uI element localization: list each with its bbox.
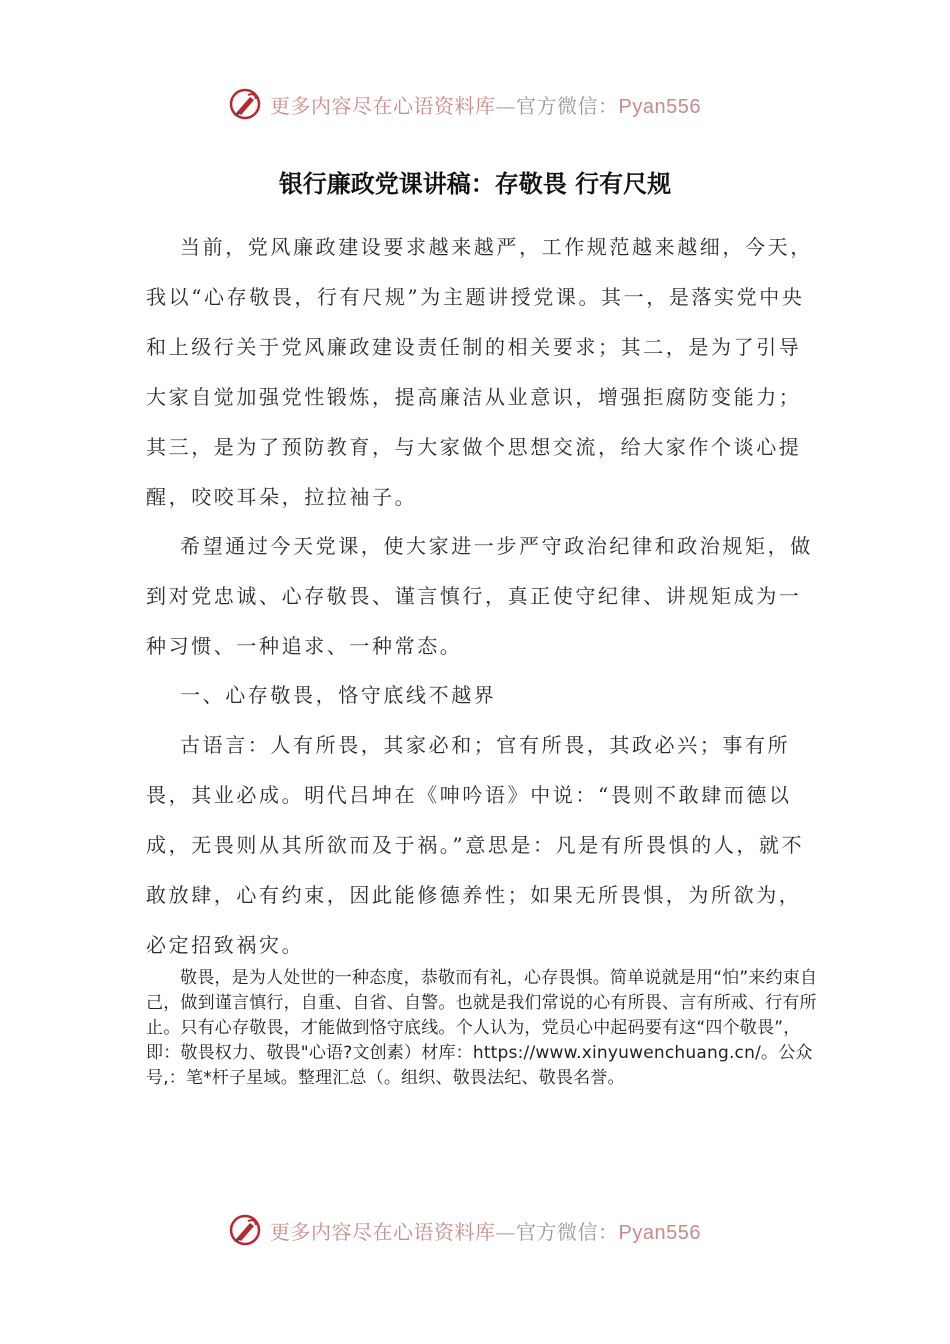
footer-banner-separator: — (495, 1219, 516, 1244)
paragraph-ancient-saying: 古语言：人有所畏，其家必和；官有所畏，其政必兴；事有所畏，其业必成。明代吕坤在《呻吟语》中说：“畏则不敢肆而德以成，无畏则从其所欲而及于祸。”意思是：凡是有所畏惧的人，就不敢放肆，心有约束，因此能修德养性；如果无所畏惧，为所欲为，必定招致祸灾。 (146, 733, 805, 957)
document-title: 银行廉政党课讲稿：存敬畏 行有尺规 (278, 170, 672, 198)
header-banner (228, 84, 701, 124)
section-heading-1: 一、心存敬畏，恪守底线不越界 (180, 683, 497, 707)
footer-banner-main: 更多内容尽在心语资料库 (270, 1219, 496, 1244)
footer-banner-wechat: Pyan556 (618, 1221, 701, 1244)
paragraph-awe-definition: 敬畏，是为人处世的一种态度，恭敬而有礼，心存畏惧。简单说就是用“怕”来约束自己，做到谨言慎行，自重、自省、自警。也就是我们常说的心有所畏、言有所戒、行有所止。只有心存敬畏，才能做到恪守底线。个人认为，党员心中起码要有这“四个敬畏”，即：敬畏权力、敬畏"心语?文创素）材库：https://www.xinyuwenchuang.cn/。公众号,：笔*杆子星域。整理汇总（。组织、敬畏法纪、敬畏名誉。 (146, 968, 818, 1088)
header-banner-tail: 官方微信： (516, 93, 619, 118)
header-banner-text (270, 90, 701, 119)
pen-nib-logo-icon (228, 1213, 262, 1247)
header-banner-main: 更多内容尽在心语资料库 (270, 93, 496, 118)
paragraph-hope: 希望通过今天党课，使大家进一步严守政治纪律和政治规矩，做到对党忠诚、心存敬畏、谨言慎行，真正使守纪律、讲规矩成为一种习惯、一种追求、一种常态。 (146, 534, 813, 658)
pen-nib-logo-icon (228, 87, 262, 121)
footer-banner-text (270, 1216, 701, 1245)
header-banner-separator: — (495, 93, 516, 118)
footer-banner (228, 1210, 701, 1250)
header-banner-wechat: Pyan556 (618, 95, 701, 118)
footer-banner-tail: 官方微信： (516, 1219, 619, 1244)
paragraph-intro: 当前，党风廉政建设要求越来越严，工作规范越来越细，今天，我以“心存敬畏，行有尺规”为主题讲授党课。其一，是落实党中央和上级行关于党风廉政建设责任制的相关要求；其二，是为了引导大家自觉加强党性锻炼，提高廉洁从业意识，增强拒腐防变能力；其三，是为了预防教育，与大家做个思想交流，给大家作个谈心提醒，咬咬耳朵，拉拉袖子。 (146, 235, 813, 509)
